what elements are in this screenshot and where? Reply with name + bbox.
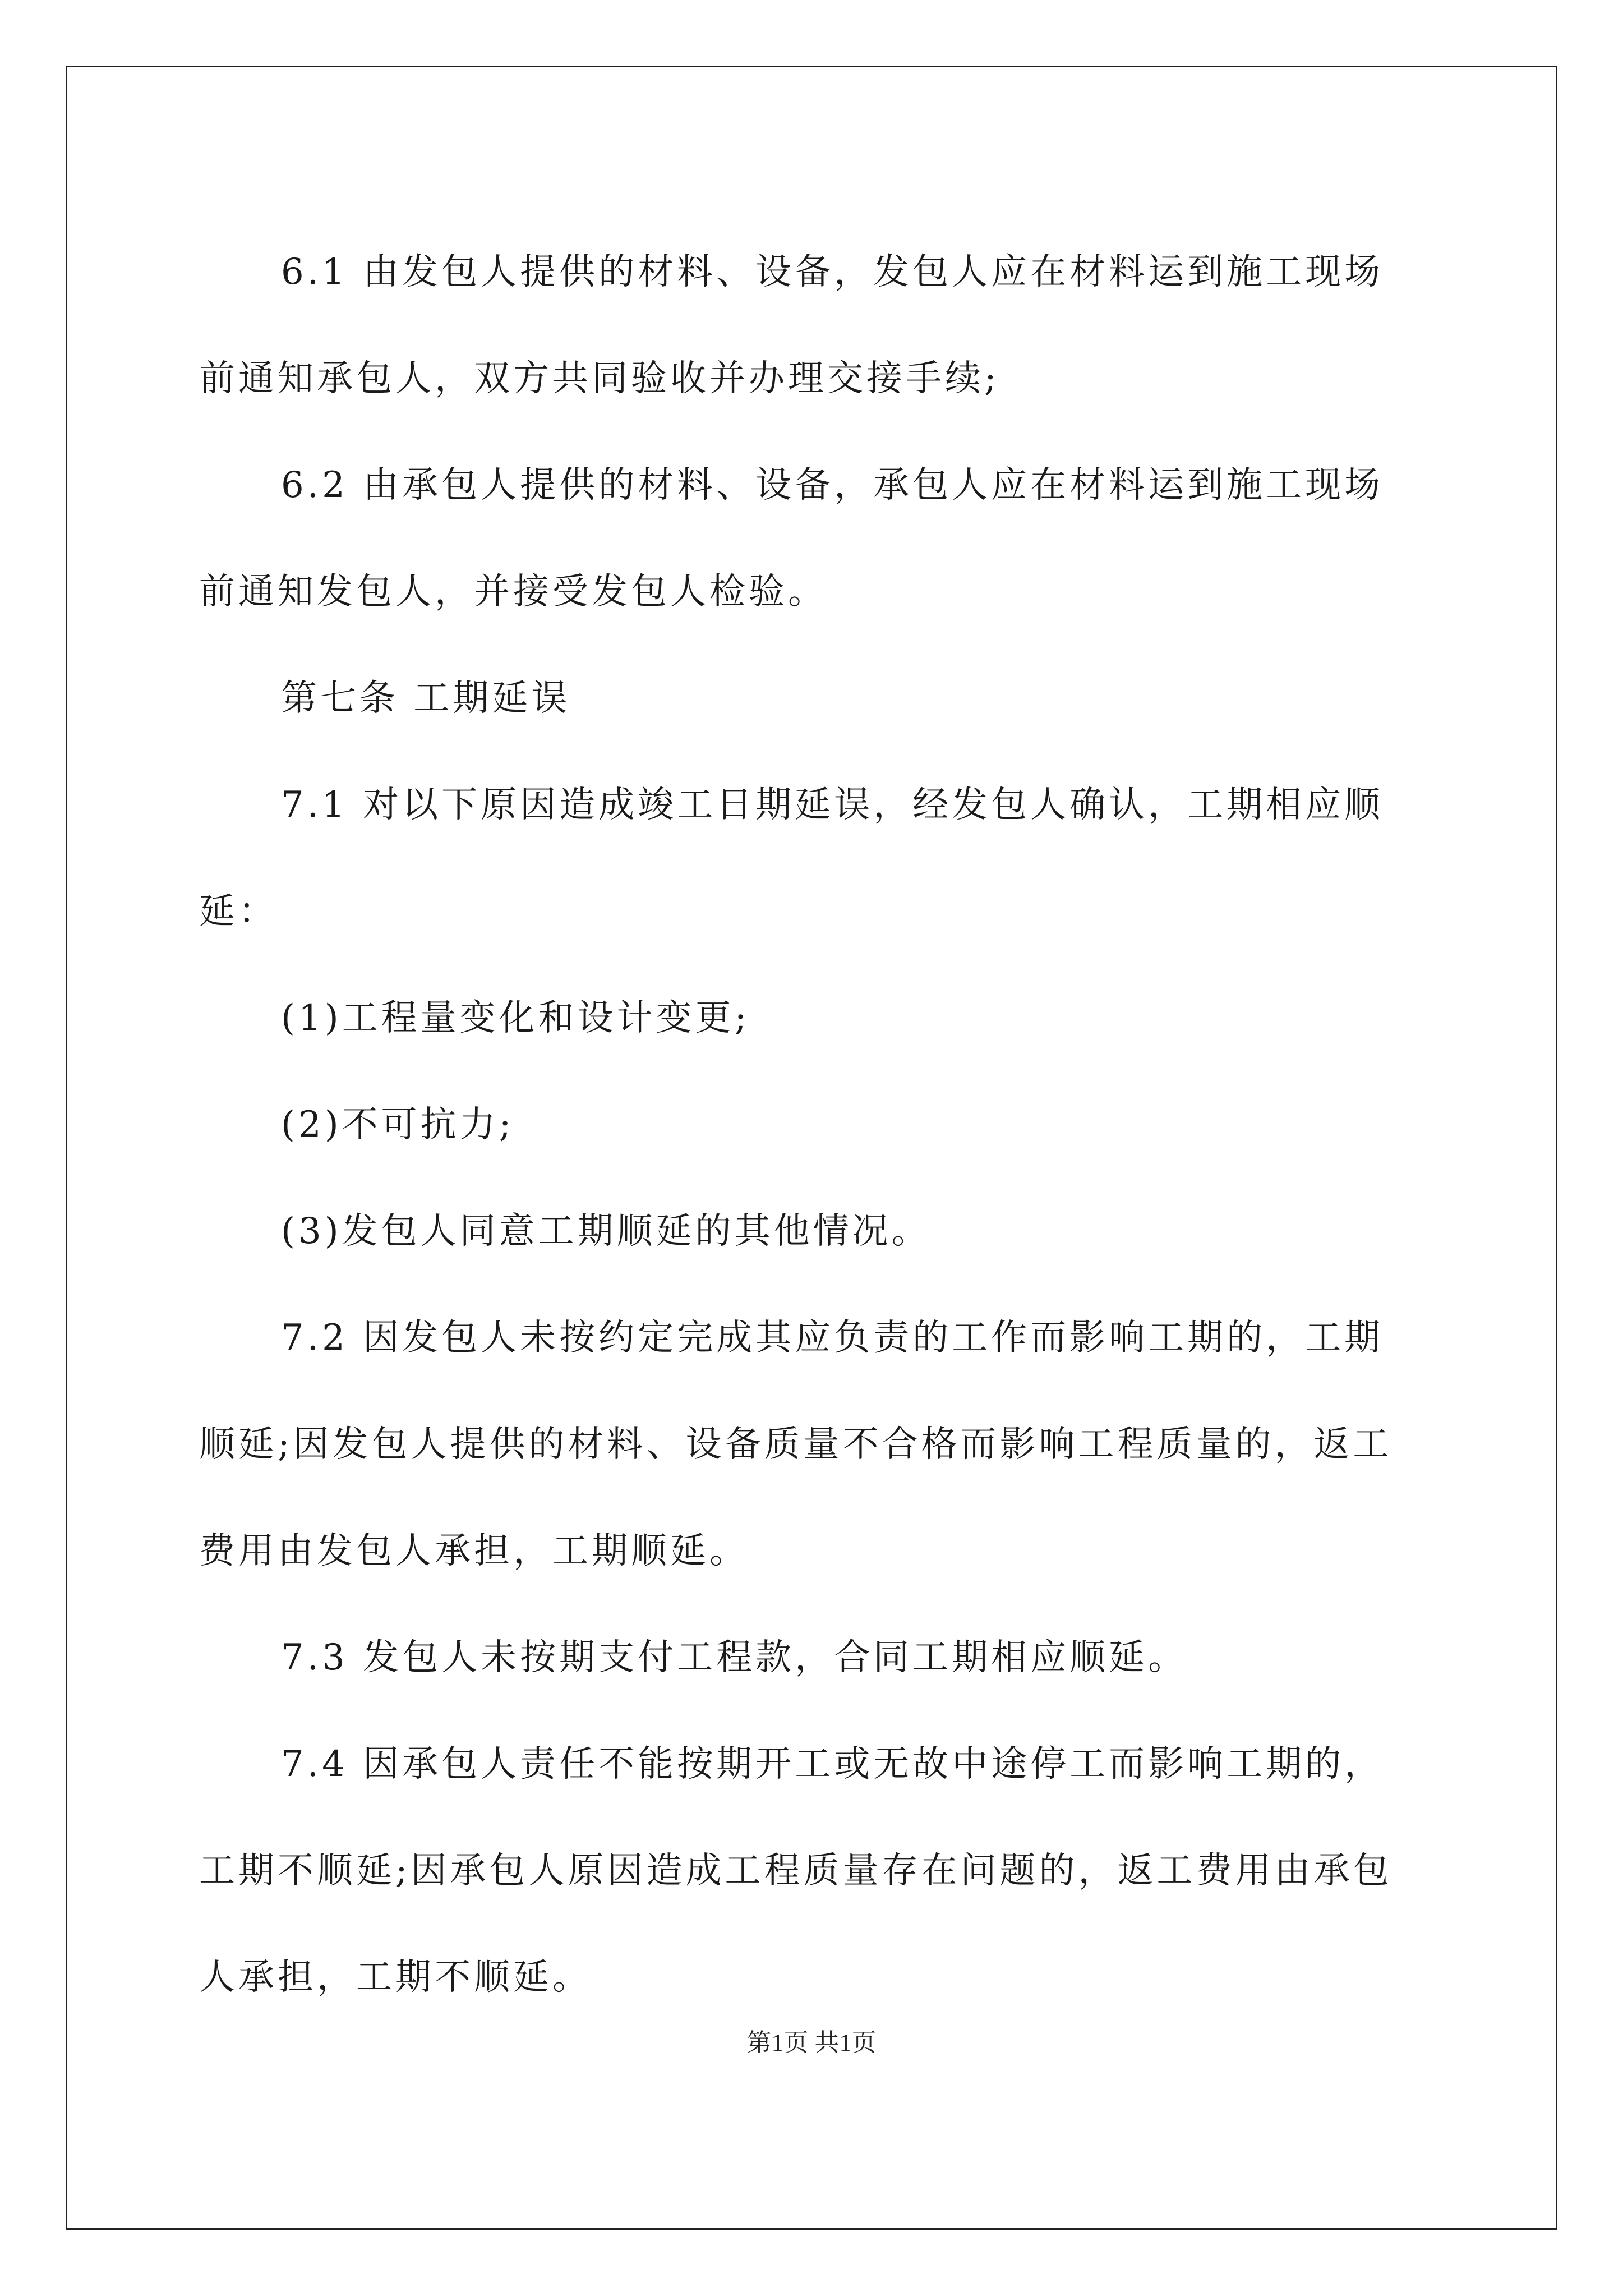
- paragraph-7-3: [199, 1604, 1433, 1711]
- section-heading: [199, 645, 1433, 752]
- paragraph-7-4: [199, 1711, 1433, 2031]
- text-line: (2)不可抗力;: [281, 1104, 515, 1145]
- text-line: 工期不顺延;因承包人原因造成工程质量存在问题的，返工费用由承包: [199, 1850, 1393, 1892]
- text-line: 费用由发包人承担，工期顺延。: [199, 1530, 749, 1572]
- paragraph-6-1: [199, 219, 1433, 432]
- text-line: 7.4 因承包人责任不能按期开工或无故中途停工而影响工期的，: [281, 1743, 1384, 1785]
- paragraph-7-1: [199, 752, 1433, 965]
- document-body: [199, 219, 1433, 2031]
- text-line: 人承担，工期不顺延。: [199, 1957, 592, 1998]
- text-line: 7.3 发包人未按期支付工程款，合同工期相应顺延。: [281, 1637, 1188, 1678]
- text-line: 7.2 因发包人未按约定完成其应负责的工作而影响工期的，工期: [281, 1317, 1384, 1359]
- list-item: [199, 1071, 1433, 1178]
- text-line: 7.1 对以下原因造成竣工日期延误，经发包人确认，工期相应顺: [281, 784, 1384, 826]
- text-line: (1)工程量变化和设计变更;: [281, 997, 750, 1039]
- text-line: 前通知发包人，并接受发包人检验。: [199, 571, 827, 613]
- text-line: 6.1 由发包人提供的材料、设备，发包人应在材料运到施工现场: [281, 251, 1384, 293]
- list-item: [199, 965, 1433, 1071]
- text-line: 第七条 工期延误: [281, 678, 571, 719]
- text-line: 顺延;因发包人提供的材料、设备质量不合格而影响工程质量的，返工: [199, 1424, 1393, 1465]
- text-line: (3)发包人同意工期顺延的其他情况。: [281, 1211, 931, 1252]
- page-number-footer: 第1页 共1页: [746, 2029, 877, 2056]
- paragraph-7-2: [199, 1285, 1433, 1604]
- text-line: 延：: [199, 891, 278, 932]
- text-line: 前通知承包人，双方共同验收并办理交接手续;: [199, 358, 1000, 399]
- text-line: 6.2 由承包人提供的材料、设备，承包人应在材料运到施工现场: [281, 464, 1384, 506]
- paragraph-6-2: [199, 432, 1433, 645]
- list-item: [199, 1178, 1433, 1285]
